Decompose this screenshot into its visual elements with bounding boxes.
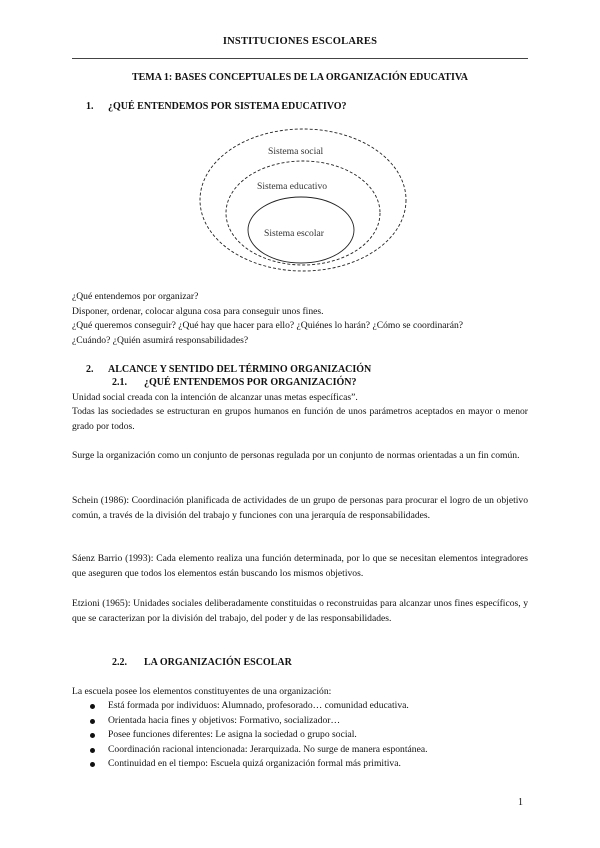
section-2-number: 2. bbox=[86, 364, 94, 375]
list-item bbox=[72, 699, 528, 714]
list-item bbox=[72, 757, 528, 772]
section-2-1-number: 2.1. bbox=[112, 377, 127, 388]
nested-systems-diagram bbox=[198, 127, 408, 273]
school-elements-list bbox=[72, 699, 528, 772]
intro-line: ¿Cuándo? ¿Quién asumirá responsabilidades? bbox=[72, 334, 249, 346]
intro-line: ¿Qué entendemos por organizar? bbox=[72, 291, 199, 302]
header-divider bbox=[72, 58, 528, 59]
section-2-2-title: LA ORGANIZACIÓN ESCOLAR bbox=[144, 657, 292, 668]
section-2-heading bbox=[86, 364, 371, 375]
bullet-icon bbox=[90, 748, 95, 753]
middle-ellipse-label: Sistema educativo bbox=[257, 181, 328, 192]
list-item-text: Coordinación racional intencionada: Jerarquizada. No surge de manera espontánea. bbox=[108, 743, 428, 755]
bullet-icon bbox=[90, 704, 95, 709]
paragraph-unidad-social: Unidad social creada con la intención de alcanzar unas metas específicas”. bbox=[72, 392, 358, 403]
section-2-2-number: 2.2. bbox=[112, 657, 127, 668]
paragraph-etzioni: Etzioni (1965): Unidades sociales deliberadamente constituidas o reconstruidas para alcanzar unos fines específicos, y que se caracterizan por la división del trabajo, del poder y de las responsabilidades. bbox=[72, 598, 528, 624]
page-number: 1 bbox=[518, 797, 523, 808]
list-item bbox=[72, 714, 528, 729]
list-item-text: Está formada por individuos: Alumnado, profesorado… comunidad educativa. bbox=[108, 700, 409, 711]
intro-line: ¿Qué queremos conseguir? ¿Qué hay que hacer para ello? ¿Quiénes lo harán? ¿Cómo se coordinarán? bbox=[72, 320, 464, 332]
paragraph-escuela: La escuela posee los elementos constituyentes de una organización: bbox=[72, 686, 332, 697]
list-item bbox=[72, 728, 528, 743]
section-1-heading bbox=[86, 101, 347, 112]
bullet-icon bbox=[90, 762, 95, 767]
inner-ellipse-label: Sistema escolar bbox=[264, 228, 324, 239]
paragraph-schein: Schein (1986): Coordinación planificada de actividades de un grupo de personas para procurar el logro de un objetivo común, a través de la división del trabajo y funciones con una jerarquía de responsabilidades. bbox=[72, 495, 528, 521]
intro-block bbox=[72, 290, 528, 348]
paragraph-saenz-barrio: Sáenz Barrio (1993): Cada elemento realiza una función determinada, por lo que se necesitan elementos integradores que aseguren que todos los elementos están buscando los mismos objetivos. bbox=[72, 553, 528, 579]
paragraph-surge-organizacion: Surge la organización como un conjunto de personas regulada por un conjunto de normas orientadas a un fin común. bbox=[72, 450, 520, 461]
intro-line: Disponer, ordenar, colocar alguna cosa para conseguir unos fines. bbox=[72, 305, 324, 317]
paragraph-sociedades: Todas las sociedades se estructuran en grupos humanos en función de unos parámetros aceptados en mayor o menor grado por todos. bbox=[72, 406, 528, 432]
document-header-title: INSTITUCIONES ESCOLARES bbox=[222, 36, 378, 47]
section-2-2-heading bbox=[112, 657, 292, 668]
section-2-title: ALCANCE Y SENTIDO DEL TÉRMINO ORGANIZACIÓN bbox=[108, 364, 372, 375]
section-2-1-heading bbox=[112, 377, 357, 388]
outer-ellipse-label: Sistema social bbox=[268, 146, 324, 157]
list-item-text: Orientada hacia fines y objetivos: Formativo, socializador… bbox=[108, 714, 341, 726]
list-item-text: Continuidad en el tiempo: Escuela quizá organización formal más primitiva. bbox=[108, 758, 401, 770]
section-1-number: 1. bbox=[86, 101, 94, 112]
middle-ellipse-educativo bbox=[226, 161, 380, 265]
bullet-icon bbox=[90, 719, 95, 724]
section-2-1-title: ¿QUÉ ENTENDEMOS POR ORGANIZACIÓN? bbox=[144, 377, 357, 388]
bullet-icon bbox=[90, 733, 95, 738]
list-item-text: Posee funciones diferentes: Le asigna la sociedad o grupo social. bbox=[108, 729, 357, 741]
tema-title: TEMA 1: BASES CONCEPTUALES DE LA ORGANIZACIÓN EDUCATIVA bbox=[131, 72, 469, 83]
section-1-title: ¿QUÉ ENTENDEMOS POR SISTEMA EDUCATIVO? bbox=[108, 101, 347, 112]
list-item bbox=[72, 743, 528, 758]
